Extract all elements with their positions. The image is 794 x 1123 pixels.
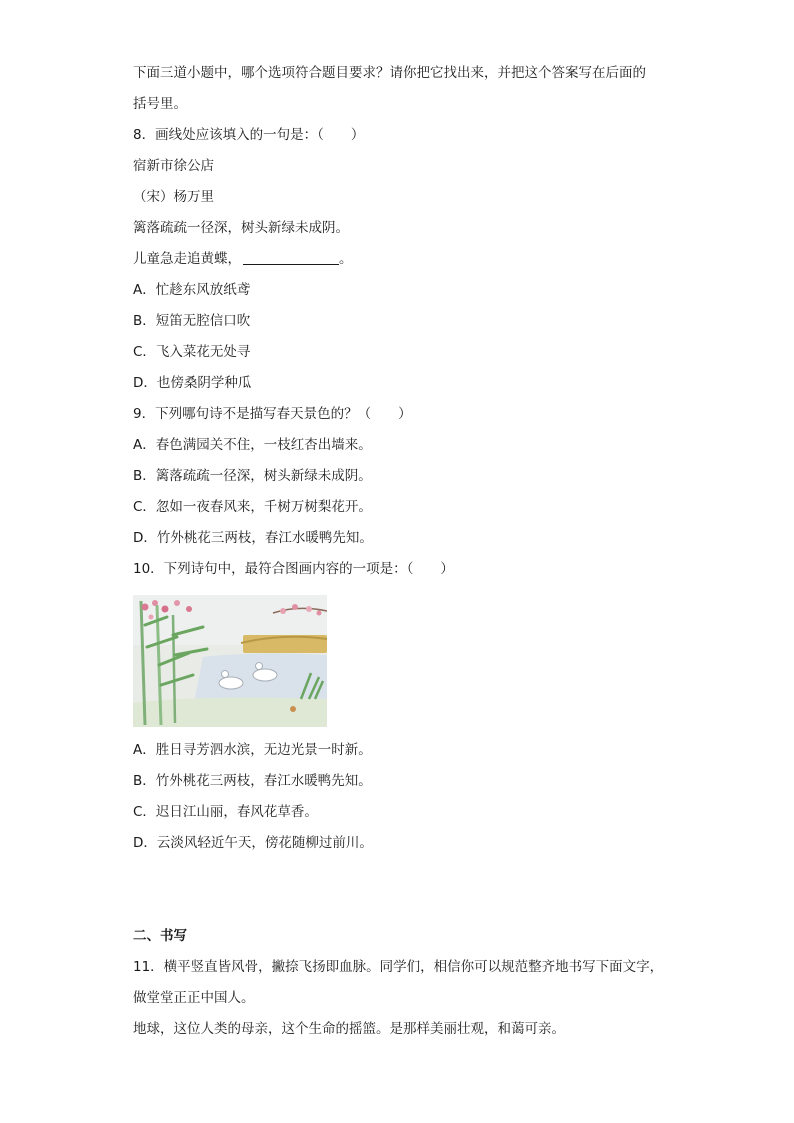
q10-option-c[interactable]: C．迟日江山丽，春风花草香。 [133, 804, 318, 820]
q8-option-d[interactable]: D．也傍桑阴学种瓜 [133, 375, 252, 391]
question-8-stem: 8．画线处应该填入的一句是：（ ） [133, 127, 365, 143]
q9-option-c[interactable]: C．忽如一夜春风来，千树万树梨花开。 [133, 499, 372, 515]
q8-option-a[interactable]: A．忙趁东风放纸鸢 [133, 282, 251, 298]
q8-option-b[interactable]: B．短笛无腔信口吹 [133, 313, 251, 329]
q10-option-d[interactable]: D．云淡风轻近午天，傍花随柳过前川。 [133, 835, 373, 851]
poem-line-2-prefix: 儿童急走追黄蝶， [133, 251, 241, 267]
question-11-line-1: 11．横平竖直皆风骨，撇捺飞扬即血脉。同学们，相信你可以规范整齐地书写下面文字， [133, 959, 664, 975]
poem-line-2 [133, 244, 673, 275]
poem-line-1: 篱落疏疏一径深，树头新绿未成阴。 [133, 220, 349, 236]
spring-painting-image [133, 595, 327, 727]
q10-option-b[interactable]: B．竹外桃花三两枝，春江水暖鸭先知。 [133, 773, 372, 789]
copy-text: 地球，这位人类的母亲，这个生命的摇篮。是那样美丽壮观，和蔼可亲。 [133, 1021, 565, 1037]
question-9-stem: 9．下列哪句诗不是描写春天景色的？（ ） [133, 406, 412, 422]
q10-option-a[interactable]: A．胜日寻芳泗水滨，无边光景一时新。 [133, 742, 372, 758]
spacer [133, 859, 673, 921]
poem-author: （宋）杨万里 [133, 189, 214, 205]
question-10-stem: 10．下列诗句中，最符合图画内容的一项是：（ ） [133, 561, 454, 577]
section-2-title: 二、书写 [133, 928, 187, 944]
q9-option-d[interactable]: D．竹外桃花三两枝，春江水暖鸭先知。 [133, 530, 373, 546]
q9-option-a[interactable]: A．春色满园关不住，一枝红杏出墙来。 [133, 437, 372, 453]
instruction-line-2: 括号里。 [133, 96, 187, 112]
question-11-line-2: 做堂堂正正中国人。 [133, 990, 255, 1006]
answer-blank[interactable] [243, 250, 339, 265]
instruction-line-1: 下面三道小题中，哪个选项符合题目要求？请你把它找出来，并把这个答案写在后面的 [133, 65, 646, 81]
q8-option-c[interactable]: C．飞入菜花无处寻 [133, 344, 251, 360]
q9-option-b[interactable]: B．篱落疏疏一径深，树头新绿未成阴。 [133, 468, 372, 484]
poem-title: 宿新市徐公店 [133, 158, 214, 174]
worksheet-page [133, 58, 673, 1045]
poem-line-2-suffix: 。 [339, 251, 353, 267]
